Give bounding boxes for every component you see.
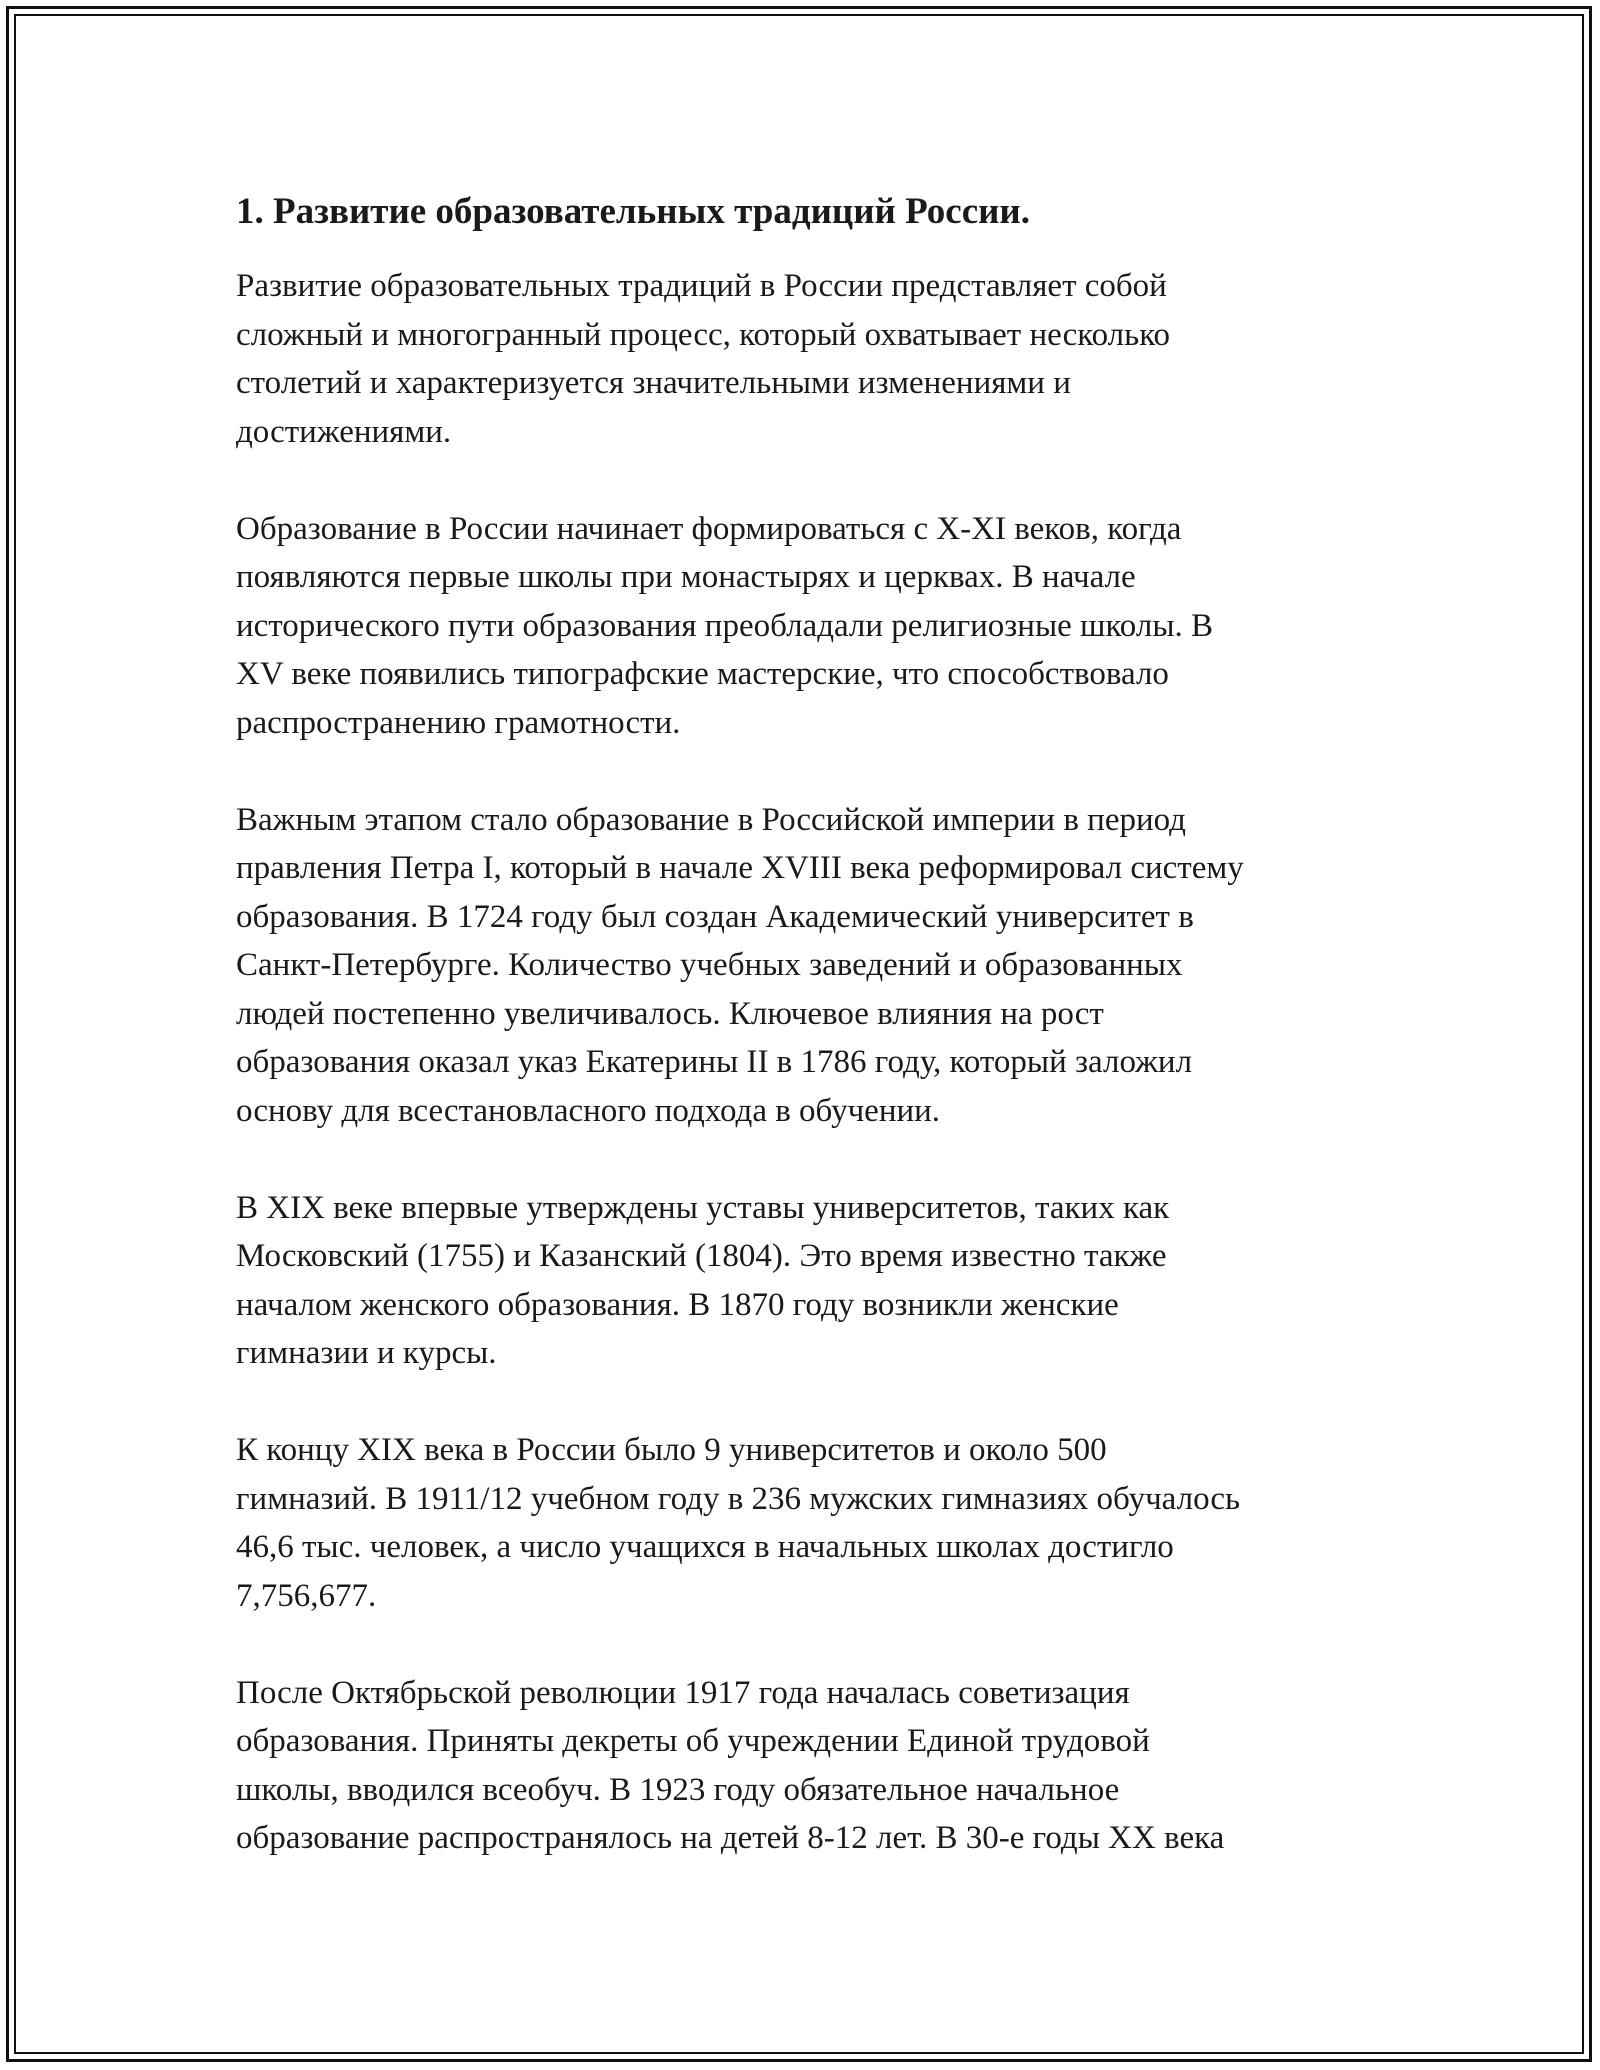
- text-line: 46,6 тыс. человек, а число учащихся в начальных школах достигло: [236, 1529, 1174, 1565]
- section-heading: 1. Развитие образовательных традиций России.: [236, 191, 1031, 232]
- text-line: Образование в России начинает формироваться с X-XI веков, когда: [236, 510, 1182, 547]
- text-line: распространению грамотности.: [236, 704, 681, 741]
- text-line: Важным этапом стало образование в Российской империи в период: [236, 801, 1186, 838]
- text-line: Санкт-Петербурге. Количество учебных заведений и образованных: [236, 947, 1183, 983]
- text-line: началом женского образования. В 1870 году возникли женские: [236, 1286, 1119, 1323]
- paragraph-early-education: [236, 505, 1376, 748]
- text-line: гимназий. В 1911/12 учебном году в 236 мужских гимназиях обучалось: [236, 1480, 1241, 1517]
- text-line: людей постепенно увеличивалось. Ключевое влияния на рост: [236, 995, 1104, 1032]
- paragraph-imperial-period: [236, 796, 1376, 1136]
- text-line: достижениями.: [236, 413, 452, 450]
- text-line: правления Петра I, который в начале XVIII века реформировал систему: [236, 850, 1244, 886]
- text-line: исторического пути образования преобладали религиозные школы. В: [236, 607, 1214, 644]
- document-body: [236, 188, 1376, 1911]
- text-line: образования оказал указ Екатерины II в 1786 году, который заложил: [236, 1044, 1193, 1080]
- text-line: 7,756,677.: [236, 1577, 377, 1614]
- text-line: В XIX веке впервые утверждены уставы университетов, таких как: [236, 1189, 1170, 1226]
- paragraph-soviet-period: [236, 1669, 1376, 1863]
- text-line: появляются первые школы при монастырях и церквах. В начале: [236, 559, 1136, 595]
- text-line: Московский (1755) и Казанский (1804). Это время известно также: [236, 1238, 1167, 1274]
- paragraph-statistics: [236, 1426, 1376, 1620]
- text-line: основу для всестановласного подхода в обучении.: [236, 1092, 941, 1129]
- text-line: образования. В 1724 году был создан Академический университет в: [236, 898, 1194, 935]
- text-line: XV веке появились типографские мастерские, что способствовало: [236, 656, 1169, 692]
- text-line: образования. Приняты декреты об учреждении Единой трудовой: [236, 1723, 1150, 1759]
- text-line: сложный и многогранный процесс, который охватывает несколько: [236, 316, 1171, 353]
- text-line: образование распространялось на детей 8-12 лет. В 30-е годы XX века: [236, 1820, 1225, 1856]
- paragraph-19th-century: [236, 1184, 1376, 1378]
- text-line: Развитие образовательных традиций в России представляет собой: [236, 268, 1167, 304]
- text-line: гимназии и курсы.: [236, 1335, 497, 1371]
- text-line: После Октябрьской революции 1917 года началась советизация: [236, 1674, 1130, 1711]
- text-line: столетий и характеризуется значительными изменениями и: [236, 365, 1071, 401]
- paragraph-intro: [236, 262, 1376, 456]
- text-line: школы, вводился всеобуч. В 1923 году обязательное начальное: [236, 1771, 1120, 1808]
- text-line: К концу XIX века в России было 9 университетов и около 500: [236, 1432, 1107, 1468]
